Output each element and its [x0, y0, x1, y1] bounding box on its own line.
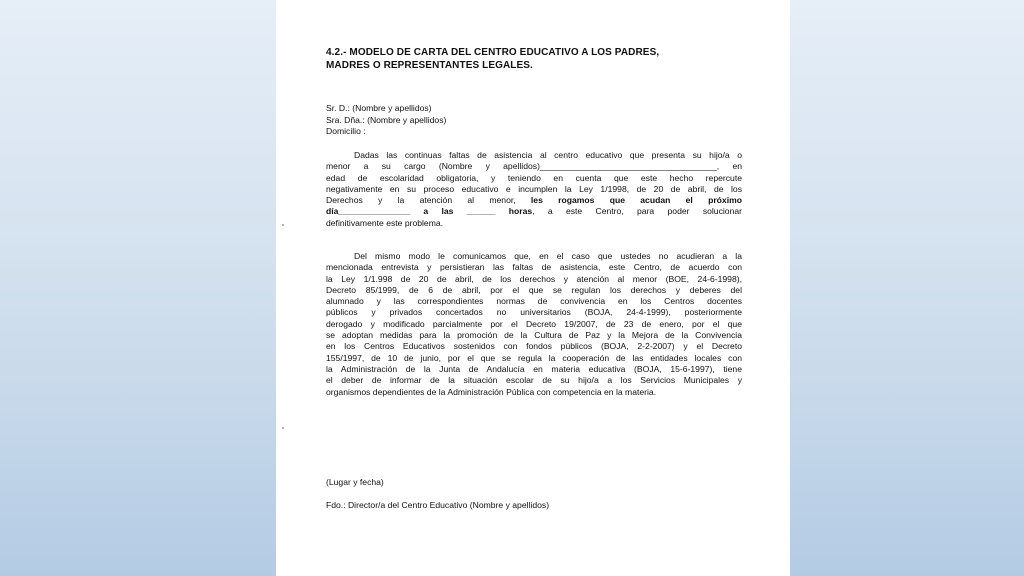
document-page: [276, 0, 790, 576]
paragraph-line: organismos dependientes de la Administración Pública con competencia en la materia.: [326, 386, 657, 397]
slide-background-left: [0, 0, 276, 576]
paragraph-line: edad de escolaridad obligatoria, y teniendo en cuenta que este hecho repercute: [326, 172, 742, 183]
paragraph-line: menor a su cargo (Nombre y apellidos)_____________________________________, en: [326, 161, 742, 172]
paragraph-line: [326, 206, 742, 217]
slide-background-right: [790, 0, 1024, 576]
paragraph-line: la Administración de la Junta de Andalucía en materia educativa (BOJA, 15-6-1997), tiene: [326, 363, 742, 374]
signature-line: Fdo.: Director/a del Centro Educativo (Nombre y apellidos): [326, 500, 550, 510]
paragraph-line: Decreto 85/1999, de 6 de abril, por el que se regulan los derechos y deberes del: [326, 284, 742, 295]
scan-speck: [282, 427, 284, 429]
paragraph-text: Derechos y la atención al menor,: [326, 195, 516, 206]
paragraph-line: alumnado y las correspondientes normas de convivencia en los Centros docentes: [326, 296, 742, 307]
paragraph-legal-notice: [326, 251, 742, 398]
recipient-line: Sr. D.: (Nombre y apellidos): [326, 103, 432, 113]
paragraph-line: derogado y modificado parcialmente por el Decreto 19/2007, de 23 de enero, por el que: [326, 318, 742, 329]
recipient-block: [326, 103, 446, 138]
title-line: MADRES O REPRESENTANTES LEGALES.: [326, 60, 533, 71]
paragraph-line: el deber de informar de la situación escolar de su hijo/a a los Servicios Municipales y: [326, 375, 742, 386]
paragraph-absences: [326, 150, 742, 229]
paragraph-line: la Ley 1/1.998 de 20 de abril, de los derechos y atención al menor (BOE, 24-6-1998),: [326, 273, 742, 284]
address-line: Domicilio :: [326, 126, 366, 136]
title-line: 4.2.- MODELO DE CARTA DEL CENTRO EDUCATIVO A LOS PADRES,: [326, 47, 660, 58]
paragraph-line: mencionada entrevista y persistieran las faltas de asistencia, este Centro, de acuerdo con: [326, 262, 742, 273]
paragraph-bold-text: día_______________ a las ______ horas: [326, 206, 533, 217]
document-title: [326, 46, 726, 72]
scan-speck: [282, 224, 284, 226]
paragraph-line: se adoptan medidas para la promoción de la Cultura de Paz y la Mejora de la Convivencia: [326, 330, 742, 341]
place-and-date: (Lugar y fecha): [326, 477, 384, 487]
paragraph-bold-text: les rogamos que acudan el próximo: [530, 195, 742, 206]
paragraph-text: , a este Centro, para poder solucionar: [532, 206, 742, 217]
paragraph-line: en los Centros Educativos sostenidos con fondos públicos (BOJA, 2-2-2007) y el Decreto: [326, 341, 742, 352]
paragraph-line: públicos y privados concertados no universitarios (BOJA, 24-4-1999), posteriormente: [326, 307, 742, 318]
recipient-line: Sra. Dña.: (Nombre y apellidos): [326, 114, 447, 125]
paragraph-line: Del mismo modo le comunicamos que, en el caso que ustedes no acudieran a la: [354, 251, 742, 261]
paragraph-line: negativamente en su proceso educativo e incumplen la Ley 1/1998, de 20 de abril, de los: [326, 183, 742, 194]
paragraph-line: [326, 195, 742, 206]
paragraph-line: Dadas las continuas faltas de asistencia al centro educativo que presenta su hijo/a o: [354, 150, 742, 160]
paragraph-line: definitivamente este problema.: [326, 217, 444, 228]
paragraph-line: 155/1997, de 10 de junio, por el que se regula la cooperación de las entidades locales con: [326, 352, 742, 363]
